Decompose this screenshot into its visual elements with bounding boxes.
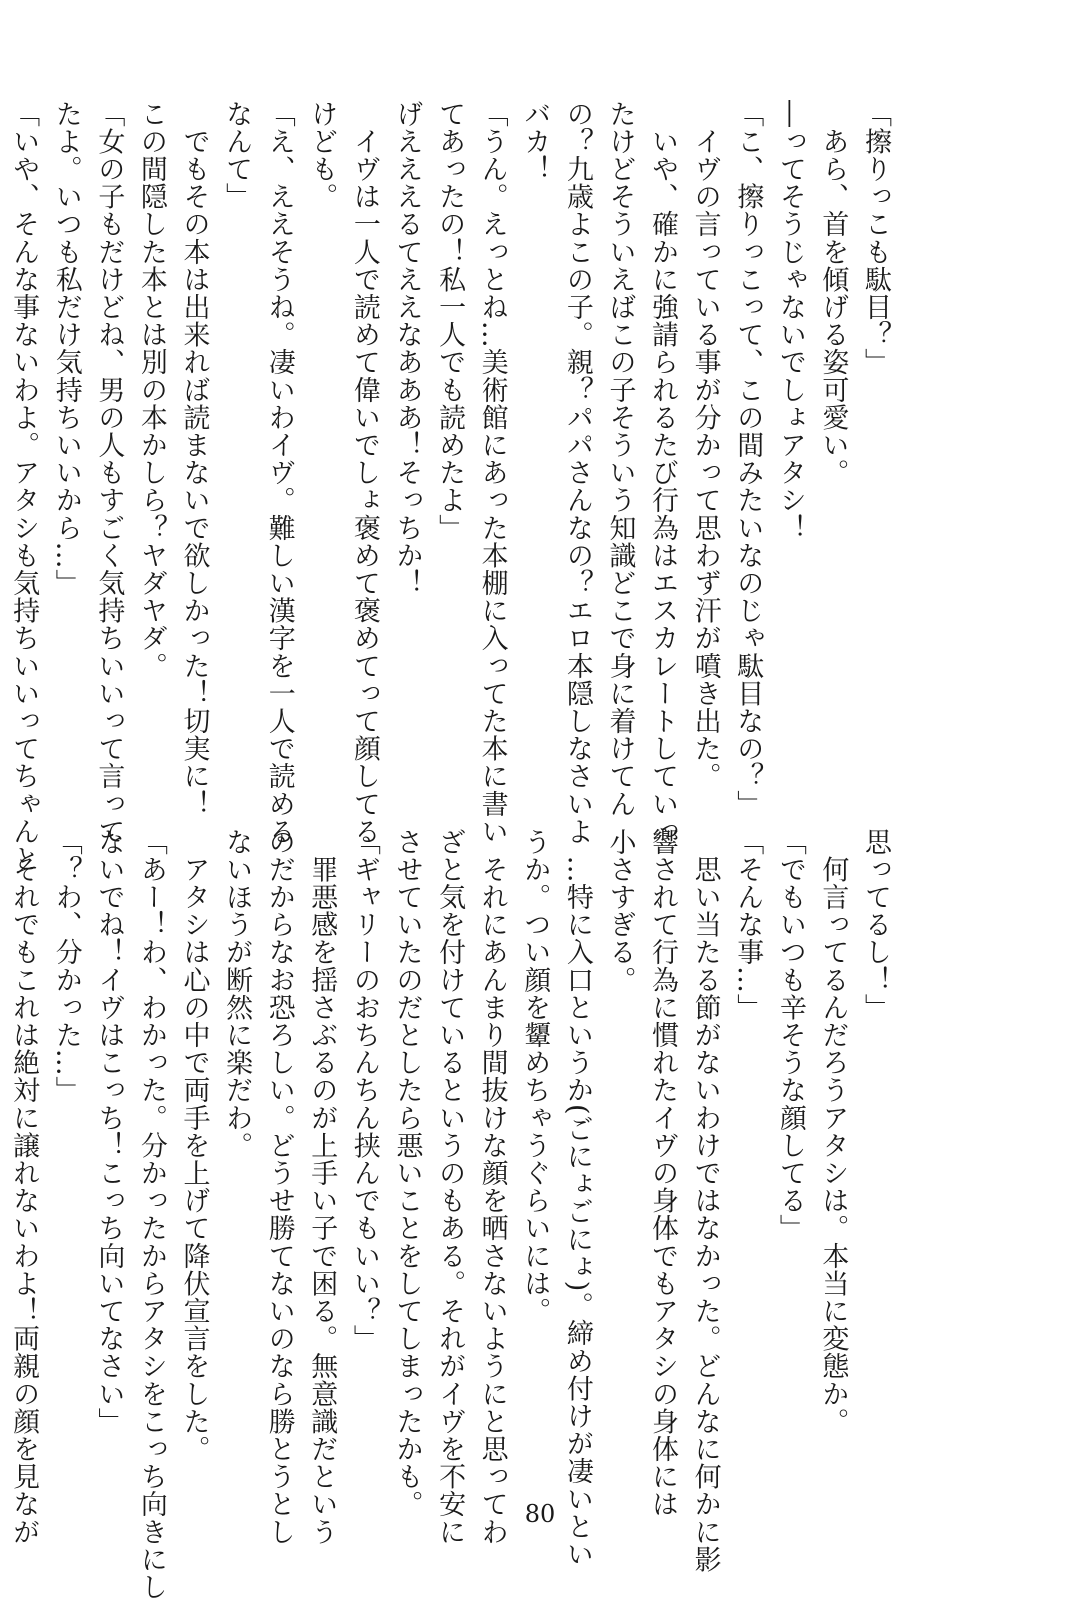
text-line: てあったの！私一人でも読めたよ」 [434, 100, 466, 542]
text-line: 小さすぎる。 [604, 828, 636, 994]
text-line: ―ってそうじゃないでしょアタシ！ [774, 100, 806, 542]
text-line: げえええるてええなあああ！そっちか！ [391, 100, 423, 597]
text-line: けども。 [306, 100, 338, 211]
text-line: 何言ってるんだろうアタシは。本当に変態か。 [817, 828, 849, 1436]
text-line: 「え、ええそうね。凄いわイヴ。難しい漢字を一人で読める [263, 100, 295, 846]
text-line: 「擦りっこも駄目？」 [860, 100, 891, 376]
text-line: させていたのだとしたら悪いことをしてしまったかも。 [391, 828, 423, 1518]
text-line: 「女の子もだけどね、男の人もすごく気持ちいいって言って [93, 100, 125, 846]
text-line: それにあんまり間抜けな顔を晒さないようにと思ってわ [476, 828, 508, 1546]
text-line: 思い当たる節がないわけではなかった。どんなに何かに影 [689, 828, 721, 1574]
text-line: 罪悪感を揺さぶるのが上手い子で困る。無意識だという [306, 828, 338, 1546]
text-line: ないほうが断然に楽だわ。 [221, 828, 253, 1160]
text-line: の？九歳よこの子。親？パパさんなの？エロ本隠しなさいよ [561, 100, 593, 846]
text-line: 「いや、そんな事ないわよ。アタシも気持ちいいってちゃんと [8, 100, 40, 873]
text-line: ざと気を付けているというのもある。それがイヴを不安に [434, 828, 466, 1546]
text-line: 「でもいつも辛そうな顔してる」 [774, 828, 806, 1242]
page-number: 80 [524, 1500, 556, 1528]
text-line: うか。つい顔を顰めちゃうぐらいには。 [519, 828, 551, 1325]
text-line: 「？わ、分かった…」 [50, 828, 82, 1104]
text-line: バカ！ [519, 100, 551, 183]
text-line: ないでね！イヴはこっち！こっち向いてなさい」 [93, 828, 125, 1436]
text-line: のだからなお恐ろしい。どうせ勝てないのなら勝とうとし [263, 828, 295, 1546]
text-line: 響されて行為に慣れたイヴの身体でもアタシの身体には [647, 828, 679, 1518]
text-line: 「こ、擦りっこって、この間みたいなのじゃ駄目なの？」 [732, 100, 764, 818]
text-line: この間隠した本とは別の本かしら？ヤダヤダ。 [135, 100, 167, 680]
text-line: 「あー！わ、わかった。分かったからアタシをこっち向きにし [135, 828, 167, 1601]
text-line: …特に入口というか(ごにょごにょ)。締め付けが凄いとい [561, 828, 593, 1568]
text-line: 思ってるし！」 [860, 828, 891, 1022]
text-line: それでもこれは絶対に譲れないわよ！両親の顔を見なが [8, 828, 40, 1546]
text-line: 「ギャリーのおちんちん挟んでもいい？」 [348, 828, 380, 1353]
text-line: なんて」 [221, 100, 253, 211]
text-line: イヴの言っている事が分かって思わず汗が噴き出た。 [689, 100, 721, 790]
text-line: いや、確かに強請られるたび行為はエスカレートしていっ [647, 100, 679, 846]
text-line: 「そんな事…」 [732, 828, 764, 1022]
text-line: あら、首を傾げる姿可愛い。 [817, 100, 849, 487]
text-block-upper [8, 100, 896, 873]
text-line: たよ。いつも私だけ気持ちいいから…」 [50, 100, 82, 597]
text-line: イヴは一人で読めて偉いでしょ褒めて褒めてって顔してる [348, 100, 380, 846]
text-line: たけどそういえばこの子そういう知識どこで身に着けてん [604, 100, 636, 818]
text-line: 「うん。えっとね…美術館にあった本棚に入ってた本に書い [476, 100, 508, 846]
text-line: でもその本は出来れば読まないで欲しかった！切実に！ [178, 100, 210, 818]
text-line: アタシは心の中で両手を上げて降伏宣言をした。 [178, 828, 210, 1463]
